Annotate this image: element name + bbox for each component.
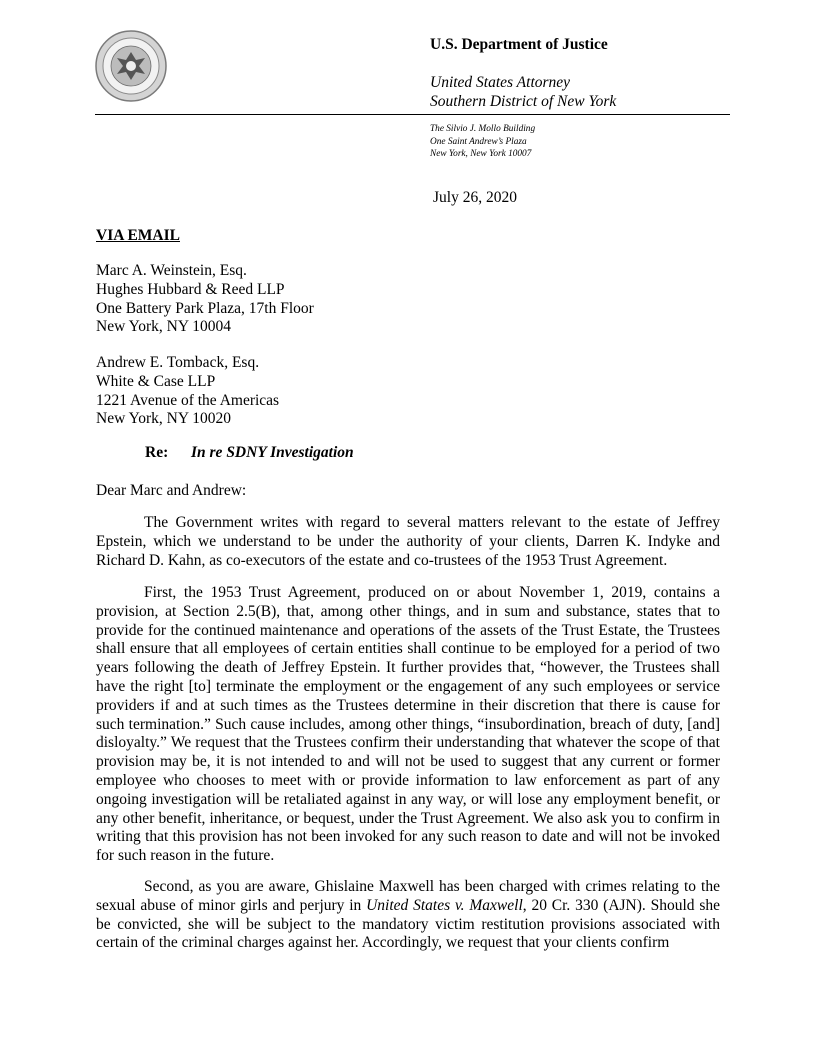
re-line bbox=[145, 444, 354, 462]
office-address bbox=[430, 123, 535, 161]
recipient-firm: Hughes Hubbard & Reed LLP bbox=[96, 280, 285, 298]
re-label: Re: bbox=[145, 444, 169, 461]
header-divider bbox=[95, 114, 730, 115]
salutation: Dear Marc and Andrew: bbox=[96, 482, 247, 499]
paragraph-text: Second, as you are aware, Ghislaine Maxwell has been charged with crimes relating to the sexual abuse of minor girls and perjury in bbox=[96, 878, 720, 914]
body-paragraph-3 bbox=[96, 878, 720, 953]
letter-date: July 26, 2020 bbox=[433, 189, 517, 206]
delivery-method: VIA EMAIL bbox=[96, 227, 180, 244]
recipient-block bbox=[96, 262, 314, 337]
office-line-1: United States Attorney bbox=[430, 74, 571, 91]
recipient-name: Andrew E. Tomback, Esq. bbox=[96, 354, 260, 371]
re-subject: In re SDNY Investigation bbox=[191, 444, 354, 461]
recipient-street: 1221 Avenue of the Americas bbox=[96, 391, 280, 409]
recipient-name: Marc A. Weinstein, Esq. bbox=[96, 262, 247, 279]
body-paragraph-1: The Government writes with regard to several matters relevant to the estate of Jeffrey Epstein, which we understand to be under the authority of your clients, Darren K. Indyke and Richard D. Kahn, as co-executors of the estate and co-trustees of the 1953 Trust Agreement. bbox=[96, 514, 720, 569]
recipient-firm: White & Case LLP bbox=[96, 372, 216, 390]
address-line-2: One Saint Andrew’s Plaza bbox=[430, 136, 527, 147]
recipient-block bbox=[96, 354, 279, 429]
agency-name: U.S. Department of Justice bbox=[430, 36, 608, 53]
address-line-3: New York, New York 10007 bbox=[430, 149, 532, 159]
office-line-2: Southern District of New York bbox=[430, 93, 617, 110]
address-line-1: The Silvio J. Mollo Building bbox=[430, 124, 536, 134]
recipient-street: One Battery Park Plaza, 17th Floor bbox=[96, 299, 314, 317]
doj-seal bbox=[95, 30, 167, 102]
paragraph-text: , 20 Cr. 330 (AJN). Should she be convicted, she will be subject to the mandatory victim restitution provisions associated with certain of the criminal charges against her. Accordingly, we request that your clients confirm bbox=[96, 896, 720, 952]
body-paragraph-2: First, the 1953 Trust Agreement, produced on or about November 1, 2019, contains a provision, at Section 2.5(B), that, among other things, and in sum and substance, states that to provide for the continued maintenance and operations of the assets of the Trust Estate, the Trustees shall ensure that all employees of certain entities shall continue to be employed for a period of two years following the death of Jeffrey Epstein. It further provides that, “however, the Trustees shall have the right [to] terminate the employment or the engagement of any such employees or service providers if and at such times as the Trustees determine in their discretion that there is cause for such termination.” Such cause includes, among other things, “insubordination, breach of duty, [and] disloyalty.” We request that the Trustees confirm their understanding that whatever the scope of that provision may be, it is not intended to and will not be used to suggest that any current or former employee who chooses to meet with or provide information to law enforcement as part of any ongoing investigation will be retaliated against in any way, or will lose any employment benefit, or any other benefit, inheritance, or bequest, under the Trust Agreement. We also ask you to confirm in writing that this provision has not been invoked for any such reason to date and will not be invoked for such reason in the future. bbox=[96, 584, 720, 865]
recipient-city: New York, NY 10004 bbox=[96, 318, 232, 336]
office-name bbox=[430, 73, 616, 111]
recipient-city: New York, NY 10020 bbox=[96, 410, 232, 428]
case-name: United States v. Maxwell bbox=[366, 896, 523, 914]
